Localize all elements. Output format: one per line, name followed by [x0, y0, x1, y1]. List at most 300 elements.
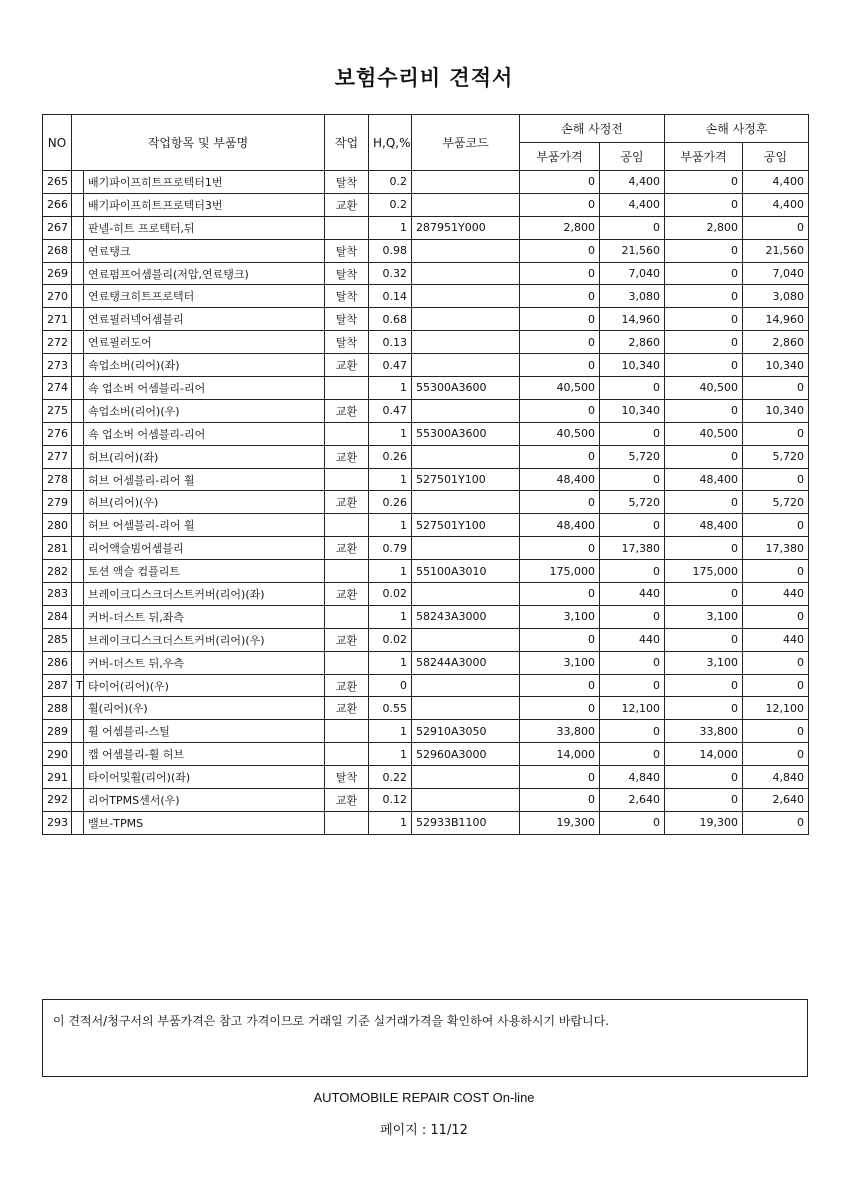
row-work: 교환 — [325, 697, 369, 720]
row-part-code — [412, 766, 520, 789]
row-no: 266 — [43, 193, 72, 216]
row-part-code: 52960A3000 — [412, 743, 520, 766]
row-part-code: 52910A3050 — [412, 720, 520, 743]
row-part-code — [412, 308, 520, 331]
table-row — [43, 560, 809, 583]
table-row — [43, 789, 809, 812]
table-row — [43, 377, 809, 400]
row-part-code — [412, 583, 520, 606]
row-no: 277 — [43, 445, 72, 468]
row-mark — [72, 308, 84, 331]
row-no: 276 — [43, 422, 72, 445]
row-hq: 1 — [369, 468, 412, 491]
row-no: 267 — [43, 216, 72, 239]
row-item-name: 커버-더스트 뒤,좌측 — [84, 605, 325, 628]
row-part-code — [412, 537, 520, 560]
row-mark — [72, 583, 84, 606]
notice-box — [42, 999, 808, 1077]
header-item: 작업항목 및 부품명 — [72, 115, 325, 171]
row-work: 교환 — [325, 491, 369, 514]
header-after-labor: 공임 — [743, 143, 809, 171]
table-row — [43, 605, 809, 628]
row-no: 275 — [43, 399, 72, 422]
row-no: 286 — [43, 651, 72, 674]
row-before-labor: 0 — [600, 422, 665, 445]
table-row — [43, 628, 809, 651]
row-after-part-price: 14,000 — [665, 743, 743, 766]
row-after-part-price: 48,400 — [665, 468, 743, 491]
row-work: 교환 — [325, 445, 369, 468]
row-hq: 0.98 — [369, 239, 412, 262]
row-hq: 1 — [369, 422, 412, 445]
row-work: 교환 — [325, 537, 369, 560]
row-before-part-price: 3,100 — [520, 651, 600, 674]
header-work: 작업 — [325, 115, 369, 171]
row-mark — [72, 445, 84, 468]
row-before-part-price: 0 — [520, 171, 600, 194]
row-before-part-price: 0 — [520, 354, 600, 377]
row-item-name: 리어TPMS센서(우) — [84, 789, 325, 812]
row-no: 282 — [43, 560, 72, 583]
row-item-name: 허브(리어)(우) — [84, 491, 325, 514]
row-before-part-price: 0 — [520, 628, 600, 651]
row-before-part-price: 0 — [520, 766, 600, 789]
row-item-name: 허브(리어)(좌) — [84, 445, 325, 468]
row-after-labor: 0 — [743, 216, 809, 239]
row-after-labor: 0 — [743, 377, 809, 400]
table-row — [43, 674, 809, 697]
row-after-part-price: 2,800 — [665, 216, 743, 239]
row-before-part-price: 0 — [520, 537, 600, 560]
row-mark — [72, 377, 84, 400]
table-row — [43, 354, 809, 377]
row-work: 탈착 — [325, 262, 369, 285]
row-before-labor: 0 — [600, 811, 665, 834]
table-row — [43, 193, 809, 216]
row-before-part-price: 0 — [520, 674, 600, 697]
row-before-part-price: 0 — [520, 491, 600, 514]
row-mark — [72, 697, 84, 720]
row-hq: 0.02 — [369, 583, 412, 606]
row-work — [325, 651, 369, 674]
table-row — [43, 514, 809, 537]
row-hq: 1 — [369, 811, 412, 834]
row-mark — [72, 605, 84, 628]
row-after-labor: 7,040 — [743, 262, 809, 285]
row-work — [325, 514, 369, 537]
table-row — [43, 766, 809, 789]
row-hq: 0.79 — [369, 537, 412, 560]
row-before-labor: 3,080 — [600, 285, 665, 308]
row-part-code — [412, 354, 520, 377]
row-item-name: 연료탱크히트프로텍터 — [84, 285, 325, 308]
row-before-labor: 0 — [600, 743, 665, 766]
row-after-part-price: 0 — [665, 354, 743, 377]
table-row — [43, 239, 809, 262]
row-work — [325, 811, 369, 834]
row-item-name: 리어액슬빔어셈블리 — [84, 537, 325, 560]
row-item-name: 휠(리어)(우) — [84, 697, 325, 720]
row-no: 283 — [43, 583, 72, 606]
row-work: 교환 — [325, 583, 369, 606]
row-mark — [72, 491, 84, 514]
row-no: 279 — [43, 491, 72, 514]
row-item-name: 연료탱크 — [84, 239, 325, 262]
table-row — [43, 651, 809, 674]
row-before-part-price: 14,000 — [520, 743, 600, 766]
row-no: 291 — [43, 766, 72, 789]
row-after-part-price: 40,500 — [665, 377, 743, 400]
row-work: 교환 — [325, 674, 369, 697]
row-after-labor: 0 — [743, 560, 809, 583]
row-before-labor: 2,860 — [600, 331, 665, 354]
row-before-part-price: 0 — [520, 308, 600, 331]
row-item-name: 밸브-TPMS — [84, 811, 325, 834]
table-row — [43, 468, 809, 491]
row-after-labor: 0 — [743, 651, 809, 674]
row-after-labor: 0 — [743, 605, 809, 628]
table-row — [43, 811, 809, 834]
table-row — [43, 491, 809, 514]
row-after-part-price: 0 — [665, 697, 743, 720]
row-no: 269 — [43, 262, 72, 285]
row-after-part-price: 48,400 — [665, 514, 743, 537]
row-before-labor: 0 — [600, 651, 665, 674]
row-before-labor: 10,340 — [600, 399, 665, 422]
row-no: 270 — [43, 285, 72, 308]
row-hq: 1 — [369, 216, 412, 239]
row-before-labor: 0 — [600, 377, 665, 400]
header-hq: H,Q,% — [369, 115, 412, 171]
row-after-labor: 440 — [743, 628, 809, 651]
row-after-labor: 4,840 — [743, 766, 809, 789]
row-part-code — [412, 193, 520, 216]
row-no: 273 — [43, 354, 72, 377]
row-after-part-price: 0 — [665, 628, 743, 651]
row-after-labor: 5,720 — [743, 445, 809, 468]
row-work: 탈착 — [325, 331, 369, 354]
row-after-part-price: 0 — [665, 262, 743, 285]
row-mark — [72, 354, 84, 377]
row-hq: 0.22 — [369, 766, 412, 789]
row-part-code: 52933B1100 — [412, 811, 520, 834]
row-before-labor: 10,340 — [600, 354, 665, 377]
row-item-name: 배기파이프히트프로텍터3번 — [84, 193, 325, 216]
row-part-code — [412, 399, 520, 422]
row-mark — [72, 171, 84, 194]
header-after-group: 손해 사정후 — [665, 115, 809, 143]
row-work: 탈착 — [325, 239, 369, 262]
table-row — [43, 285, 809, 308]
row-after-part-price: 0 — [665, 674, 743, 697]
row-after-labor: 0 — [743, 674, 809, 697]
table-row — [43, 583, 809, 606]
row-before-part-price: 40,500 — [520, 377, 600, 400]
row-no: 288 — [43, 697, 72, 720]
row-after-part-price: 0 — [665, 537, 743, 560]
table-row — [43, 720, 809, 743]
table-row — [43, 697, 809, 720]
row-before-labor: 0 — [600, 468, 665, 491]
header-before-part-price: 부품가격 — [520, 143, 600, 171]
row-mark — [72, 766, 84, 789]
row-hq: 0.14 — [369, 285, 412, 308]
row-after-part-price: 0 — [665, 789, 743, 812]
row-hq: 1 — [369, 720, 412, 743]
table-row — [43, 445, 809, 468]
row-before-part-price: 33,800 — [520, 720, 600, 743]
table-row — [43, 308, 809, 331]
row-item-name: 타이어(리어)(우) — [84, 674, 325, 697]
row-part-code: 55300A3600 — [412, 422, 520, 445]
row-mark — [72, 651, 84, 674]
row-hq: 1 — [369, 514, 412, 537]
notice-text: 이 견적서/청구서의 부품가격은 참고 가격이므로 거래일 기준 실거래가격을 확인하여 사용하시기 바랍니다. — [53, 1014, 610, 1028]
row-work: 교환 — [325, 399, 369, 422]
page-number: 페이지 : 11/12 — [380, 1123, 468, 1138]
row-after-part-price: 0 — [665, 445, 743, 468]
row-no: 293 — [43, 811, 72, 834]
row-after-part-price: 40,500 — [665, 422, 743, 445]
row-part-code: 527501Y100 — [412, 468, 520, 491]
row-after-labor: 0 — [743, 514, 809, 537]
row-mark — [72, 285, 84, 308]
row-before-labor: 0 — [600, 720, 665, 743]
row-item-name: 연료펌프어셈블리(저압,연료탱크) — [84, 262, 325, 285]
row-after-part-price: 33,800 — [665, 720, 743, 743]
row-hq: 0.2 — [369, 171, 412, 194]
row-item-name: 쇽 업소버 어셈블리-리어 — [84, 422, 325, 445]
row-hq: 1 — [369, 605, 412, 628]
row-item-name: 휠 어셈블리-스틸 — [84, 720, 325, 743]
row-after-part-price: 175,000 — [665, 560, 743, 583]
row-part-code: 527501Y100 — [412, 514, 520, 537]
row-mark — [72, 537, 84, 560]
row-before-labor: 0 — [600, 216, 665, 239]
row-after-part-price: 0 — [665, 193, 743, 216]
row-before-part-price: 48,400 — [520, 468, 600, 491]
row-mark — [72, 514, 84, 537]
row-part-code — [412, 628, 520, 651]
row-before-labor: 440 — [600, 583, 665, 606]
row-work: 교환 — [325, 628, 369, 651]
row-after-part-price: 0 — [665, 399, 743, 422]
row-after-part-price: 19,300 — [665, 811, 743, 834]
header-code: 부품코드 — [412, 115, 520, 171]
row-before-part-price: 48,400 — [520, 514, 600, 537]
row-before-labor: 12,100 — [600, 697, 665, 720]
row-hq: 0.47 — [369, 399, 412, 422]
row-mark — [72, 789, 84, 812]
row-mark — [72, 239, 84, 262]
row-hq: 1 — [369, 743, 412, 766]
row-hq: 1 — [369, 651, 412, 674]
row-mark — [72, 331, 84, 354]
row-part-code — [412, 262, 520, 285]
row-before-labor: 5,720 — [600, 491, 665, 514]
row-hq: 0.13 — [369, 331, 412, 354]
row-before-labor: 440 — [600, 628, 665, 651]
row-item-name: 쇽 업소버 어셈블리-리어 — [84, 377, 325, 400]
row-after-labor: 2,860 — [743, 331, 809, 354]
row-before-labor: 7,040 — [600, 262, 665, 285]
row-before-labor: 21,560 — [600, 239, 665, 262]
row-part-code — [412, 789, 520, 812]
row-before-labor: 17,380 — [600, 537, 665, 560]
row-mark — [72, 811, 84, 834]
row-no: 272 — [43, 331, 72, 354]
row-hq: 0.12 — [369, 789, 412, 812]
table-row — [43, 422, 809, 445]
row-item-name: 쇽업소버(리어)(우) — [84, 399, 325, 422]
row-work — [325, 720, 369, 743]
row-no: 289 — [43, 720, 72, 743]
row-after-labor: 10,340 — [743, 399, 809, 422]
row-after-part-price: 3,100 — [665, 651, 743, 674]
row-work: 교환 — [325, 789, 369, 812]
row-after-part-price: 0 — [665, 331, 743, 354]
row-hq: 0.47 — [369, 354, 412, 377]
row-mark — [72, 422, 84, 445]
estimate-table — [42, 114, 809, 835]
row-before-part-price: 0 — [520, 583, 600, 606]
row-part-code — [412, 697, 520, 720]
row-mark — [72, 193, 84, 216]
row-item-name: 브레이크디스크더스트커버(리어)(좌) — [84, 583, 325, 606]
row-before-part-price: 0 — [520, 399, 600, 422]
row-mark — [72, 262, 84, 285]
row-hq: 0.32 — [369, 262, 412, 285]
row-before-part-price: 0 — [520, 445, 600, 468]
footer-brand: AUTOMOBILE REPAIR COST On-line — [313, 1090, 535, 1105]
row-hq: 1 — [369, 560, 412, 583]
row-no: 274 — [43, 377, 72, 400]
row-item-name: 판넬-히트 프로텍터,뒤 — [84, 216, 325, 239]
row-before-labor: 4,840 — [600, 766, 665, 789]
row-work: 교환 — [325, 193, 369, 216]
row-work — [325, 743, 369, 766]
row-work — [325, 605, 369, 628]
row-work — [325, 216, 369, 239]
row-after-labor: 2,640 — [743, 789, 809, 812]
header-after-part-price: 부품가격 — [665, 143, 743, 171]
row-after-labor: 0 — [743, 720, 809, 743]
row-mark — [72, 399, 84, 422]
row-before-part-price: 0 — [520, 239, 600, 262]
row-no: 278 — [43, 468, 72, 491]
row-after-part-price: 0 — [665, 491, 743, 514]
row-after-part-price: 0 — [665, 583, 743, 606]
row-hq: 0 — [369, 674, 412, 697]
row-item-name: 토션 액슬 컴플리트 — [84, 560, 325, 583]
row-part-code — [412, 171, 520, 194]
row-no: 290 — [43, 743, 72, 766]
table-row — [43, 743, 809, 766]
row-after-part-price: 0 — [665, 239, 743, 262]
row-part-code: 55100A3010 — [412, 560, 520, 583]
row-before-part-price: 0 — [520, 285, 600, 308]
row-no: 292 — [43, 789, 72, 812]
row-hq: 0.55 — [369, 697, 412, 720]
row-no: 287 — [43, 674, 72, 697]
row-work — [325, 377, 369, 400]
row-no: 271 — [43, 308, 72, 331]
header-before-group: 손해 사정전 — [520, 115, 665, 143]
row-after-part-price: 0 — [665, 766, 743, 789]
row-after-labor: 0 — [743, 468, 809, 491]
row-before-part-price: 0 — [520, 331, 600, 354]
row-item-name: 배기파이프히트프로텍터1번 — [84, 171, 325, 194]
row-after-part-price: 0 — [665, 171, 743, 194]
row-mark — [72, 720, 84, 743]
row-no: 268 — [43, 239, 72, 262]
row-before-part-price: 0 — [520, 193, 600, 216]
row-work: 탈착 — [325, 308, 369, 331]
row-after-labor: 14,960 — [743, 308, 809, 331]
row-after-labor: 3,080 — [743, 285, 809, 308]
header-no: NO — [43, 115, 72, 171]
row-after-part-price: 3,100 — [665, 605, 743, 628]
row-before-part-price: 0 — [520, 789, 600, 812]
row-work: 탈착 — [325, 171, 369, 194]
row-item-name: 타이어및휠(리어)(좌) — [84, 766, 325, 789]
row-after-labor: 0 — [743, 422, 809, 445]
row-work — [325, 560, 369, 583]
row-hq: 0.68 — [369, 308, 412, 331]
row-part-code — [412, 445, 520, 468]
row-hq: 1 — [369, 377, 412, 400]
row-before-part-price: 2,800 — [520, 216, 600, 239]
row-part-code — [412, 239, 520, 262]
row-before-part-price: 0 — [520, 697, 600, 720]
row-before-part-price: 175,000 — [520, 560, 600, 583]
row-work — [325, 468, 369, 491]
row-after-labor: 10,340 — [743, 354, 809, 377]
row-after-labor: 4,400 — [743, 171, 809, 194]
row-mark — [72, 560, 84, 583]
row-part-code: 58244A3000 — [412, 651, 520, 674]
row-mark — [72, 468, 84, 491]
row-after-labor: 0 — [743, 743, 809, 766]
row-mark — [72, 743, 84, 766]
row-no: 285 — [43, 628, 72, 651]
row-part-code — [412, 491, 520, 514]
row-before-labor: 4,400 — [600, 171, 665, 194]
row-item-name: 연료필러넥어셈블리 — [84, 308, 325, 331]
row-part-code: 287951Y000 — [412, 216, 520, 239]
row-no: 281 — [43, 537, 72, 560]
row-after-labor: 0 — [743, 811, 809, 834]
row-work: 탈착 — [325, 285, 369, 308]
table-row — [43, 216, 809, 239]
row-before-labor: 0 — [600, 560, 665, 583]
row-hq: 0.26 — [369, 445, 412, 468]
row-item-name: 허브 어셈블리-리어 휠 — [84, 514, 325, 537]
row-before-labor: 2,640 — [600, 789, 665, 812]
table-row — [43, 331, 809, 354]
row-after-part-price: 0 — [665, 285, 743, 308]
row-before-labor: 14,960 — [600, 308, 665, 331]
row-no: 280 — [43, 514, 72, 537]
row-before-part-price: 19,300 — [520, 811, 600, 834]
row-item-name: 브레이크디스크더스트커버(리어)(우) — [84, 628, 325, 651]
row-part-code: 58243A3000 — [412, 605, 520, 628]
document-title: 보험수리비 견적서 — [334, 66, 514, 90]
row-item-name: 연료필러도어 — [84, 331, 325, 354]
row-hq: 0.02 — [369, 628, 412, 651]
row-item-name: 쇽업소버(리어)(좌) — [84, 354, 325, 377]
row-hq: 0.26 — [369, 491, 412, 514]
